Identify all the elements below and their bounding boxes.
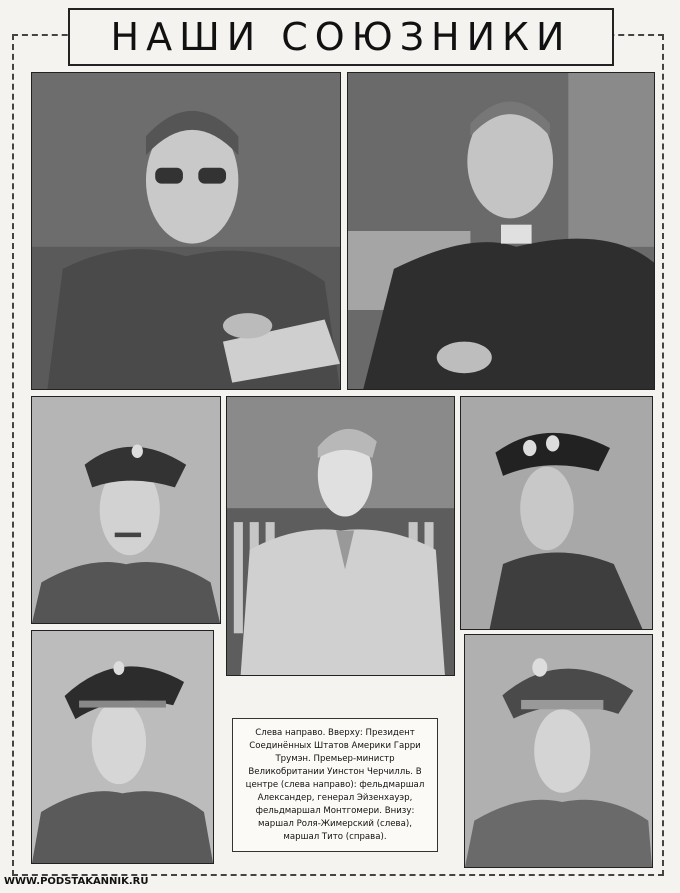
tito-photo (464, 634, 653, 868)
photo-caption: Слева направо. Вверху: Президент Соединённых Штатов Америки Гарри Трумэн. Премьер-министр Великобритании Уинстон Черчилль. В центре (слева направо): фельдмаршал Александер, генерал Эйзенхауэр, фельдмаршал Монтгомери. Внизу: маршал Роля-Жимерский (слева), маршал Тито (справа). (232, 718, 438, 852)
site-watermark: WWW.PODSTAKANNIK.RU (4, 876, 149, 887)
truman-photo (31, 72, 341, 390)
alexander-photo (31, 396, 221, 624)
eisenhower-photo (226, 396, 455, 676)
montgomery-photo (460, 396, 653, 630)
page-title: НАШИ СОЮЗНИКИ (110, 15, 572, 59)
title-box (68, 8, 614, 66)
churchill-photo (347, 72, 655, 390)
rola-zymierski-photo (31, 630, 214, 864)
